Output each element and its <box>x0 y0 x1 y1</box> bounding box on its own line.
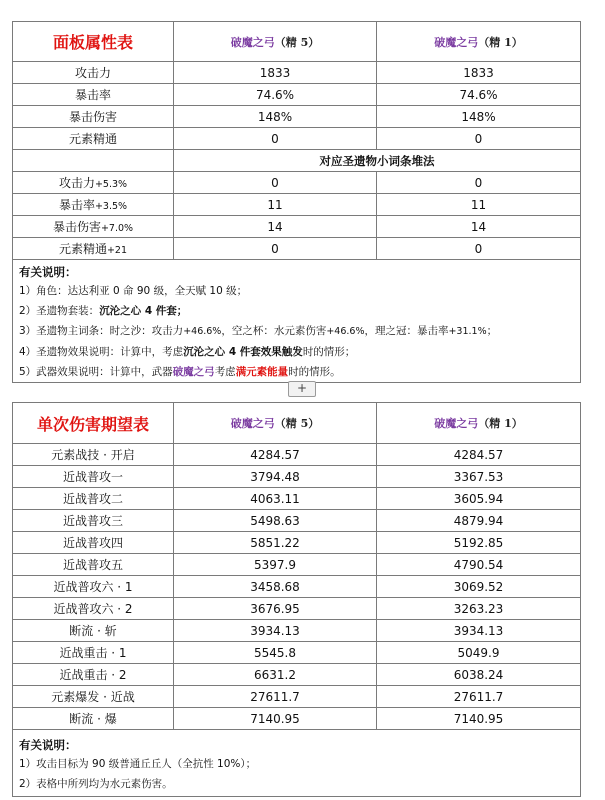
substat-header-row <box>13 150 581 172</box>
table-row <box>13 106 581 128</box>
substat-bonus: +7.0% <box>100 223 134 234</box>
substat-count-r5: 0 <box>174 238 377 260</box>
table-row <box>13 62 581 84</box>
notes-cell <box>13 730 581 797</box>
damage-r5: 27611.7 <box>174 686 377 708</box>
attack-label: 近战普攻二 <box>13 488 174 510</box>
stat-value-r1: 74.6% <box>377 84 581 106</box>
note-3 <box>19 321 574 342</box>
empty-cell <box>13 150 174 172</box>
substat-name: 暴击率 <box>58 198 95 212</box>
damage-r1: 5049.9 <box>377 642 581 664</box>
weapon-name: 破魔之弓 <box>230 35 275 49</box>
damage-r5: 3934.13 <box>174 620 377 642</box>
table-row <box>13 128 581 150</box>
table-row <box>13 194 581 216</box>
note-emphasis: 沉沦之心 4 件套； <box>99 305 188 317</box>
substat-label <box>13 172 174 194</box>
damage-r1: 5192.85 <box>377 532 581 554</box>
damage-r5: 5545.8 <box>174 642 377 664</box>
stat-value-r5: 1833 <box>174 62 377 84</box>
substat-count-r5: 0 <box>174 172 377 194</box>
damage-r1: 3605.94 <box>377 488 581 510</box>
substat-count-r1: 14 <box>377 216 581 238</box>
table-row <box>13 686 581 708</box>
stat-label: 元素精通 <box>13 128 174 150</box>
damage-r5: 3676.95 <box>174 598 377 620</box>
col-header-r1 <box>377 22 581 62</box>
note-value: +31.1% <box>448 326 487 337</box>
damage-r5: 4063.11 <box>174 488 377 510</box>
note-text: 时的情形。 <box>288 366 341 378</box>
attack-label: 元素爆发 · 近战 <box>13 686 174 708</box>
damage-r1: 3367.53 <box>377 466 581 488</box>
damage-r5: 7140.95 <box>174 708 377 730</box>
panel-stats-table <box>12 21 581 383</box>
notes-title: 有关说明： <box>19 737 77 752</box>
damage-expectation-table <box>12 402 581 797</box>
note-2 <box>19 301 574 321</box>
attack-label: 近战重击 · 1 <box>13 642 174 664</box>
table-row <box>13 466 581 488</box>
note-5 <box>19 362 574 382</box>
table-row <box>13 510 581 532</box>
notes-cell <box>13 260 581 383</box>
note-text: 4）圣遗物效果说明：计算中，考虑 <box>19 346 184 358</box>
weapon-name: 破魔之弓 <box>230 417 275 430</box>
refine-level: （精 5） <box>274 35 320 49</box>
damage-r1: 3263.23 <box>377 598 581 620</box>
substat-count-r1: 0 <box>377 172 581 194</box>
damage-r1: 4790.54 <box>377 554 581 576</box>
substat-name: 攻击力 <box>58 176 95 190</box>
note-text: ； <box>486 325 498 337</box>
note-text: 2）圣遗物套装： <box>19 305 100 317</box>
substat-count-r1: 11 <box>377 194 581 216</box>
weapon-name: 破魔之弓 <box>434 35 479 49</box>
damage-r1: 27611.7 <box>377 686 581 708</box>
attack-label: 断流 · 爆 <box>13 708 174 730</box>
stat-value-r5: 148% <box>174 106 377 128</box>
note-weapon: 破魔之弓 <box>172 366 215 378</box>
stat-label: 暴击伤害 <box>13 106 174 128</box>
table-row <box>13 84 581 106</box>
col-header-r1 <box>377 403 581 444</box>
note-highlight: 满元素能量 <box>235 366 289 378</box>
substat-label <box>13 238 174 260</box>
damage-r5: 3794.48 <box>174 466 377 488</box>
stat-value-r1: 0 <box>377 128 581 150</box>
note-text: 3）圣遗物主词条：时之沙：攻击力 <box>19 325 184 337</box>
substat-bonus: +3.5% <box>94 201 128 212</box>
table-row <box>13 708 581 730</box>
stat-value-r1: 1833 <box>377 62 581 84</box>
table-row <box>13 576 581 598</box>
refine-level: （精 1） <box>478 417 523 430</box>
attack-label: 元素战技 · 开启 <box>13 444 174 466</box>
attack-label: 近战重击 · 2 <box>13 664 174 686</box>
attack-label: 近战普攻四 <box>13 532 174 554</box>
panel-stats-title: 面板属性表 <box>13 22 174 62</box>
damage-r5: 5851.22 <box>174 532 377 554</box>
substat-bonus: +21 <box>106 245 128 256</box>
stat-label: 攻击力 <box>13 62 174 84</box>
substat-count-r1: 0 <box>377 238 581 260</box>
table-row <box>13 488 581 510</box>
damage-r1: 7140.95 <box>377 708 581 730</box>
notes-row <box>13 730 581 797</box>
substat-count-r5: 14 <box>174 216 377 238</box>
damage-r1: 6038.24 <box>377 664 581 686</box>
note-value: +46.6% <box>326 326 365 337</box>
note-text: 考虑 <box>214 366 236 378</box>
damage-r1: 3934.13 <box>377 620 581 642</box>
note-4 <box>19 342 574 362</box>
substat-header: 对应圣遗物小词条堆法 <box>174 150 581 172</box>
damage-table-title: 单次伤害期望表 <box>13 403 174 444</box>
damage-r1: 3069.52 <box>377 576 581 598</box>
attack-label: 近战普攻五 <box>13 554 174 576</box>
attack-label: 断流 · 斩 <box>13 620 174 642</box>
add-row-button[interactable]: + <box>288 381 316 397</box>
substat-bonus: +5.3% <box>94 179 128 190</box>
damage-r5: 5397.9 <box>174 554 377 576</box>
table-row <box>13 238 581 260</box>
table-row <box>13 664 581 686</box>
damage-r1: 4879.94 <box>377 510 581 532</box>
damage-r1: 4284.57 <box>377 444 581 466</box>
stat-label: 暴击率 <box>13 84 174 106</box>
weapon-name: 破魔之弓 <box>434 417 479 430</box>
note-text: 时的情形； <box>302 346 356 358</box>
notes-row <box>13 260 581 383</box>
note-2: 2）表格中所列均为水元素伤害。 <box>19 777 173 790</box>
stat-value-r5: 74.6% <box>174 84 377 106</box>
note-1: 1）角色：达达利亚 0 命 90 级，全天赋 10 级； <box>19 285 248 297</box>
note-value: +46.6% <box>183 326 222 337</box>
attack-label: 近战普攻六 · 1 <box>13 576 174 598</box>
substat-name: 元素精通 <box>58 242 107 256</box>
damage-header-row <box>13 403 581 444</box>
refine-level: （精 5） <box>274 417 320 430</box>
note-emphasis: 沉沦之心 4 件套效果触发 <box>183 346 303 358</box>
substat-name: 暴击伤害 <box>52 220 101 234</box>
damage-r5: 5498.63 <box>174 510 377 532</box>
table-row <box>13 620 581 642</box>
note-1: 1）攻击目标为 90 级普通丘丘人（全抗性 10%）； <box>19 757 257 770</box>
table-row <box>13 216 581 238</box>
col-header-r5 <box>174 403 377 444</box>
note-text: ，理之冠：暴击率 <box>364 325 449 337</box>
damage-r5: 4284.57 <box>174 444 377 466</box>
substat-label <box>13 194 174 216</box>
substat-label <box>13 216 174 238</box>
damage-r5: 6631.2 <box>174 664 377 686</box>
table-row <box>13 642 581 664</box>
table-row <box>13 598 581 620</box>
panel-stats-header-row <box>13 22 581 62</box>
table-row <box>13 172 581 194</box>
attack-label: 近战普攻三 <box>13 510 174 532</box>
attack-label: 近战普攻一 <box>13 466 174 488</box>
stat-value-r1: 148% <box>377 106 581 128</box>
note-text: 5）武器效果说明：计算中，武器 <box>19 366 173 378</box>
table-row <box>13 554 581 576</box>
substat-count-r5: 11 <box>174 194 377 216</box>
table-row <box>13 444 581 466</box>
damage-r5: 3458.68 <box>174 576 377 598</box>
refine-level: （精 1） <box>478 35 523 49</box>
col-header-r5 <box>174 22 377 62</box>
table-row <box>13 532 581 554</box>
note-text: ，空之杯：水元素伤害 <box>221 325 327 337</box>
stat-value-r5: 0 <box>174 128 377 150</box>
notes-title: 有关说明： <box>19 265 77 279</box>
attack-label: 近战普攻六 · 2 <box>13 598 174 620</box>
